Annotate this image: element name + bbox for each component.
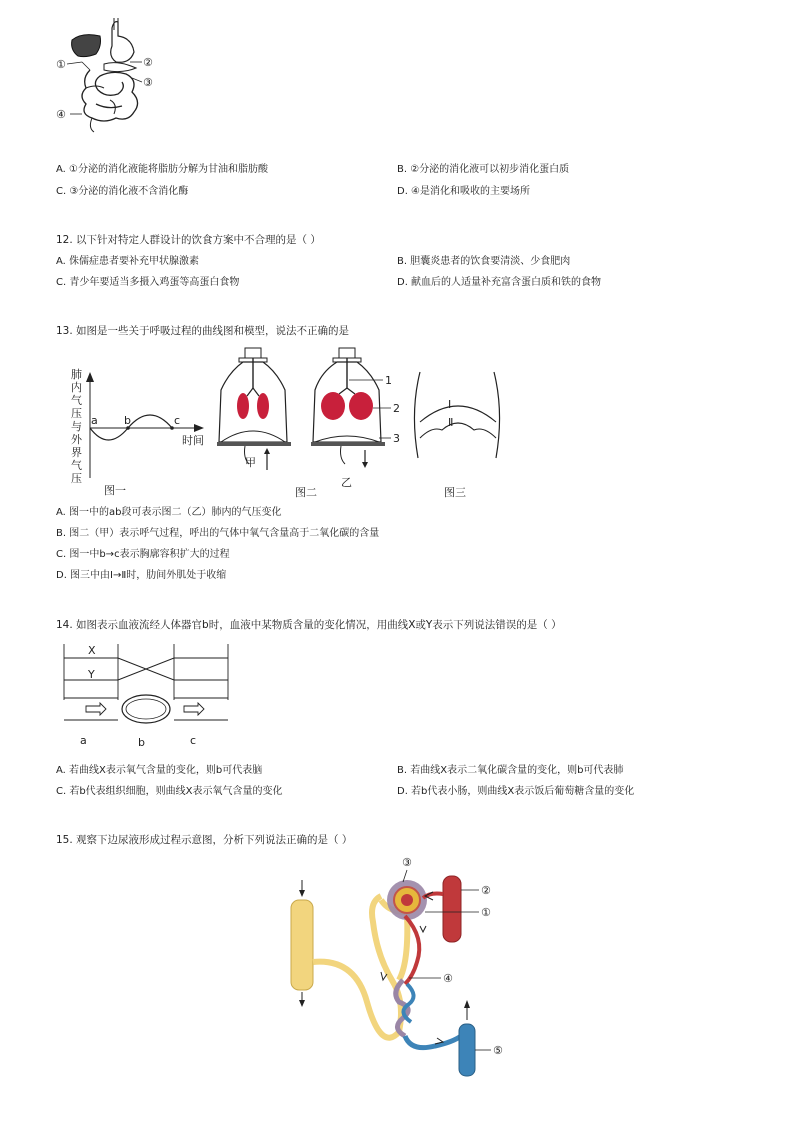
q14-option-b: B. 若曲线X表示二氧化碳含量的变化，则b可代表肺 [397, 765, 624, 776]
jar-label-1: 1 [385, 374, 392, 387]
jar-sub-a: 甲 [245, 456, 256, 469]
curve-label-x: X [88, 644, 96, 657]
fig3-caption: 图三 [444, 486, 466, 499]
point-a: a [91, 414, 98, 427]
intestine-shape [82, 70, 138, 121]
nephron-label-5: ⑤ [493, 1044, 503, 1057]
diaphragm-figure [412, 366, 502, 500]
q11-option-c: C. ③分泌的消化液不含消化酶 [56, 186, 189, 197]
jar-label-2: 2 [393, 402, 400, 415]
label-2: ② [143, 56, 153, 69]
nephron-label-1: ① [481, 906, 491, 919]
q11-option-d: D. ④是消化和吸收的主要场所 [397, 186, 531, 197]
fig1-caption: 图一 [104, 484, 126, 497]
q13-option-b: B. 图二（甲）表示呼气过程，呼出的气体中氧气含量高于二氧化碳的含量 [56, 528, 380, 539]
bell-jar-model-figure [215, 346, 405, 501]
q12-option-d: D. 献血后的人适量补充富含蛋白质和铁的食物 [397, 277, 602, 288]
q14-option-c: C. 若b代表组织细胞，则曲线X表示氧气含量的变化 [56, 786, 283, 797]
q13-option-d: D. 图三中由Ⅰ→Ⅱ时，肋间外肌处于收缩 [56, 570, 227, 581]
q11-option-a: A. ①分泌的消化液能将脂肪分解为甘油和脂肪酸 [56, 164, 268, 175]
point-b: b [124, 414, 131, 427]
label-4: ④ [56, 108, 66, 121]
fig1-xlabel: 时间 [182, 434, 204, 447]
q12-option-c: C. 青少年要适当多摄入鸡蛋等高蛋白食物 [56, 277, 240, 288]
blood-flow-figure [60, 640, 240, 750]
pancreas-shape [104, 63, 136, 72]
jar-sub-b: 乙 [341, 476, 352, 489]
diaphragm-label-2: Ⅱ [448, 416, 454, 429]
q13-stem: 13. 如图是一些关于呼吸过程的曲线图和模型，说法不正确的是 [56, 325, 350, 337]
q12-option-b: B. 胆囊炎患者的饮食要清淡、少食肥肉 [397, 256, 571, 267]
digestive-system-figure [52, 18, 162, 138]
q13-option-c: C. 图一中b→c表示胸廓容积扩大的过程 [56, 549, 230, 560]
segment-b: b [138, 736, 145, 749]
liver-shape [72, 35, 101, 57]
q12-stem: 12. 以下针对特定人群设计的饮食方案中不合理的是（ ） [56, 234, 321, 246]
q14-stem: 14. 如图表示血液流经人体器官b时，血液中某物质含量的变化情况，用曲线X或Y表示下列说法错误的是（ ） [56, 619, 562, 631]
jar-label-3: 3 [393, 432, 400, 445]
q14-option-a: A. 若曲线X表示氧气含量的变化，则b可代表脑 [56, 765, 263, 776]
segment-a: a [80, 734, 87, 747]
nephron-label-4: ④ [443, 972, 453, 985]
label-3: ③ [143, 76, 153, 89]
q13-option-a: A. 图一中的ab段可表示图二（乙）肺内的气压变化 [56, 507, 282, 518]
diaphragm-label-1: Ⅰ [448, 398, 452, 411]
fig2-caption: 图二 [295, 486, 317, 499]
q11-option-b: B. ②分泌的消化液可以初步消化蛋白质 [397, 164, 570, 175]
nephron-label-3: ③ [402, 856, 412, 869]
q15-stem: 15. 观察下边尿液形成过程示意图，分析下列说法正确的是（ ） [56, 834, 353, 846]
curve-label-y: Y [88, 668, 95, 681]
nephron-label-2: ② [481, 884, 491, 897]
q14-option-d: D. 若b代表小肠，则曲线X表示饭后葡萄糖含量的变化 [397, 786, 635, 797]
point-c: c [174, 414, 181, 427]
nephron-figure [285, 852, 525, 1082]
segment-c: c [190, 734, 197, 747]
pressure-curve-figure [86, 368, 216, 498]
fig1-ylabel: 肺内气压与外界气压 [71, 368, 82, 485]
label-1: ① [56, 58, 66, 71]
q12-option-a: A. 侏儒症患者要补充甲状腺激素 [56, 256, 200, 267]
